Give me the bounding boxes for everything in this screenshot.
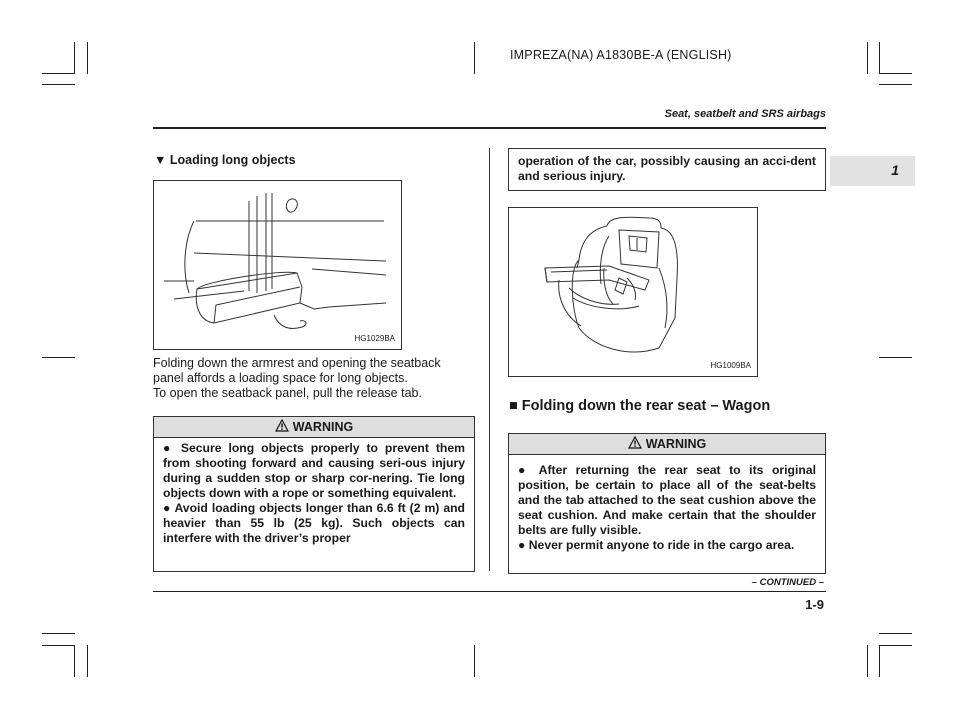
paragraph-line: panel affords a loading space for long objects. (153, 371, 408, 385)
warning-box-left (153, 416, 475, 572)
armrest-illustration (154, 181, 401, 349)
figure-code: HG1009BA (710, 361, 751, 370)
loading-paragraph (153, 356, 475, 401)
warning-item: ● Avoid loading objects longer than 6.6 ft (2 m) and heavier than 55 lb (25 kg). Such objects can interfere with the driver’s proper (163, 501, 465, 545)
subheading (154, 153, 296, 167)
warning-body (154, 438, 474, 546)
section-heading-text: Folding down the rear seat – Wagon (521, 398, 771, 414)
warning-item: ● After returning the rear seat to its original position, be certain to place all of the seat-belts and the tab attached to the seat cushion above the seat cushion. And make certain that the shoulder belts are fully visible. (518, 463, 816, 537)
paragraph-line: Folding down the armrest and opening the seatback (153, 356, 441, 370)
section-heading (509, 398, 770, 414)
section-title: Seat, seatbelt and SRS airbags (664, 108, 826, 120)
warning-continuation-text: operation of the car, possibly causing an acci-dent and serious injury. (518, 154, 816, 183)
chapter-number: 1 (891, 162, 899, 178)
warning-title: WARNING (292, 420, 354, 434)
footer-rule (153, 591, 826, 592)
figure-armrest (153, 180, 402, 350)
subheading-label: Loading long objects (169, 153, 296, 167)
document-id: IMPREZA(NA) A1830BE-A (ENGLISH) (510, 48, 732, 62)
warning-triangle-icon (275, 419, 289, 432)
continued-label: – CONTINUED – (751, 577, 824, 588)
warning-triangle-icon (628, 436, 642, 449)
figure-code: HG1029BA (354, 334, 395, 343)
column-divider (489, 148, 490, 571)
warning-item: ● Never permit anyone to ride in the cargo area. (518, 538, 795, 552)
figure-rear-seat (508, 207, 758, 377)
warning-header (154, 417, 474, 438)
rear-seat-illustration (509, 208, 757, 376)
triangle-marker-icon: ▼ (154, 153, 167, 167)
square-marker-icon: ■ (509, 398, 518, 414)
page-number: 1-9 (805, 597, 824, 612)
header-rule (153, 127, 826, 129)
warning-box-right (508, 433, 826, 574)
warning-continuation-box (508, 148, 826, 191)
chapter-tab (830, 156, 915, 186)
warning-body (509, 455, 825, 553)
warning-header (509, 434, 825, 455)
warning-item: ● Secure long objects properly to prevent them from shooting forward and causing seri-ous injury during a sudden stop or sharp cor-nering. Tie long objects down with a rope or something equivalent. (163, 441, 465, 500)
warning-title: WARNING (645, 437, 707, 451)
paragraph-line: To open the seatback panel, pull the release tab. (153, 386, 422, 400)
